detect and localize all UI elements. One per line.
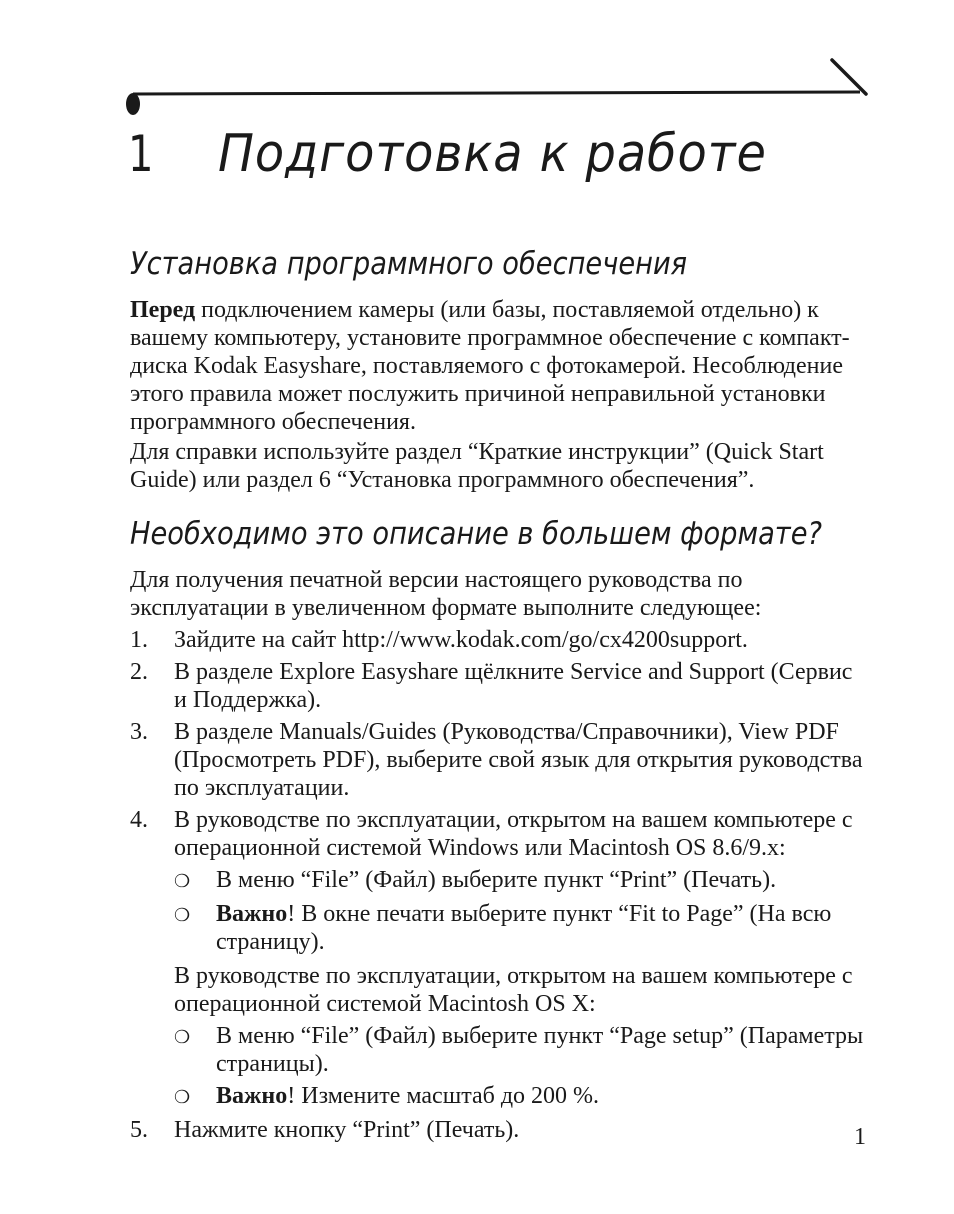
- bullet-item: [174, 1082, 870, 1112]
- bullet-item: [174, 1022, 870, 1078]
- step-number: 4.: [130, 807, 148, 833]
- bullet-item: [174, 900, 870, 956]
- step-number: 2.: [130, 659, 148, 685]
- bullet-text: Важно! В окне печати выберите пункт “Fit to Page” (На всю страницу).: [216, 901, 832, 955]
- step-text: В разделе Manuals/Guides (Руководства/Справочники), View PDF (Просмотреть PDF), выберите свой язык для открытия руководства по эксплуатации.: [174, 719, 863, 801]
- section-heading-software: Установка программного обеспечения: [130, 246, 688, 282]
- steps-list: [130, 626, 870, 1148]
- chapter-number: 1: [128, 125, 155, 183]
- page-number: 1: [854, 1124, 866, 1150]
- step-number: 1.: [130, 627, 148, 653]
- bullet-item: [174, 866, 870, 896]
- list-item: [130, 718, 870, 802]
- list-item: [130, 626, 870, 654]
- hollow-circle-bullet-icon: ❍: [174, 905, 191, 926]
- bullet-text: В меню “File” (Файл) выберите пункт “Page setup” (Параметры страницы).: [216, 1023, 864, 1077]
- software-install-text: подключением камеры (или базы, поставляемой отдельно) к вашему компьютеру, установите программное обеспечение с компакт-диска Kodak Easyshare, поставляемого с фотокамерой. Несоблюдение этого правила может послужить причиной неправильной установки программного обеспечения.: [130, 297, 850, 435]
- emphasis-important: Важно: [216, 1083, 288, 1109]
- section-heading-large-format: Необходимо это описание в большем формате?: [130, 516, 822, 552]
- list-item: [130, 806, 870, 862]
- large-format-intro: Для получения печатной версии настоящего руководства по эксплуатации в увеличенном формате выполните следующее:: [130, 567, 762, 621]
- emphasis-before: Перед: [130, 297, 196, 323]
- step-number: 3.: [130, 719, 148, 745]
- step-text: В руководстве по эксплуатации, открытом на вашем компьютере с операционной системой Windows или Macintosh OS 8.6/9.x:: [174, 807, 853, 861]
- hollow-circle-bullet-icon: ❍: [174, 871, 191, 892]
- emphasis-important: Важно: [216, 901, 288, 927]
- hollow-circle-bullet-icon: ❍: [174, 1087, 191, 1108]
- step-text: Нажмите кнопку “Print” (Печать).: [174, 1117, 520, 1143]
- chapter-title: Подготовка к работе: [218, 124, 767, 184]
- step-number: 5.: [130, 1117, 148, 1143]
- list-item: [130, 1116, 870, 1144]
- bullet-text: Важно! Измените масштаб до 200 %.: [216, 1083, 600, 1109]
- reference-paragraph: Для справки используйте раздел “Краткие инструкции” (Quick Start Guide) или раздел 6 “Установка программного обеспечения”.: [130, 439, 824, 493]
- step-text: Зайдите на сайт http://www.kodak.com/go/cx4200support.: [174, 627, 748, 653]
- chapter-heading: [128, 124, 815, 204]
- hollow-circle-bullet-icon: ❍: [174, 1027, 191, 1048]
- list-item: [130, 658, 870, 714]
- mac-note: В руководстве по эксплуатации, открытом на вашем компьютере с операционной системой Macintosh OS X:: [174, 963, 853, 1017]
- chapter-rule-decoration: [118, 54, 878, 124]
- step-text: В разделе Explore Easyshare щёлкните Service and Support (Сервис и Поддержка).: [174, 659, 853, 713]
- software-install-paragraph: [130, 296, 870, 436]
- bullet-text: В меню “File” (Файл) выберите пункт “Print” (Печать).: [216, 867, 777, 893]
